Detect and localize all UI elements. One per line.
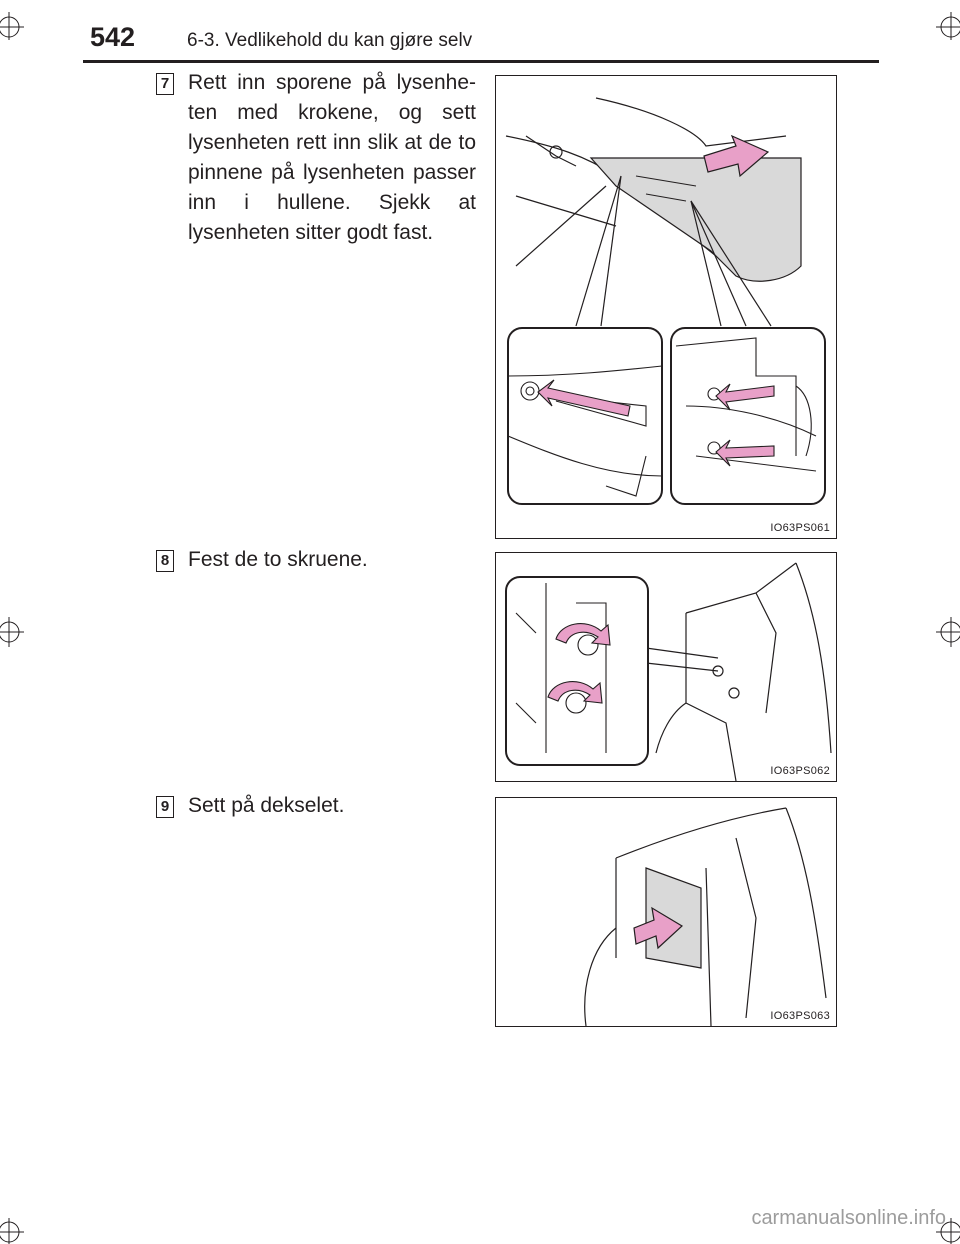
cover-installation-drawing bbox=[496, 798, 836, 1026]
figure-code: IO63PS063 bbox=[770, 1010, 830, 1022]
step-number-badge: 9 bbox=[156, 796, 174, 818]
step-illustration bbox=[495, 797, 837, 1027]
step-instruction: Fest de to skruene. bbox=[188, 548, 368, 571]
screw-tightening-drawing bbox=[496, 553, 836, 781]
step-illustration bbox=[495, 75, 837, 539]
section-title: 6-3. Vedlikehold du kan gjøre selv bbox=[187, 30, 473, 51]
page-number: 542 bbox=[90, 22, 136, 52]
lamp-installation-drawing bbox=[496, 76, 836, 538]
figure-code: IO63PS062 bbox=[770, 765, 830, 777]
watermark: carmanualsonline.info bbox=[751, 1207, 946, 1229]
step-instruction: Rett inn sporene på lysenhe-ten med krokene, og sett lysenheten rett inn slik at de to pinnene på lysenheten passer inn i hullene. Sjekk at lysenheten sitter godt fast. bbox=[188, 71, 476, 244]
figure-code: IO63PS061 bbox=[770, 522, 830, 534]
header-divider bbox=[83, 60, 879, 63]
step-number-badge: 8 bbox=[156, 550, 174, 572]
step-illustration bbox=[495, 552, 837, 782]
step-instruction: Sett på dekselet. bbox=[188, 794, 345, 817]
step-number-badge: 7 bbox=[156, 73, 174, 95]
